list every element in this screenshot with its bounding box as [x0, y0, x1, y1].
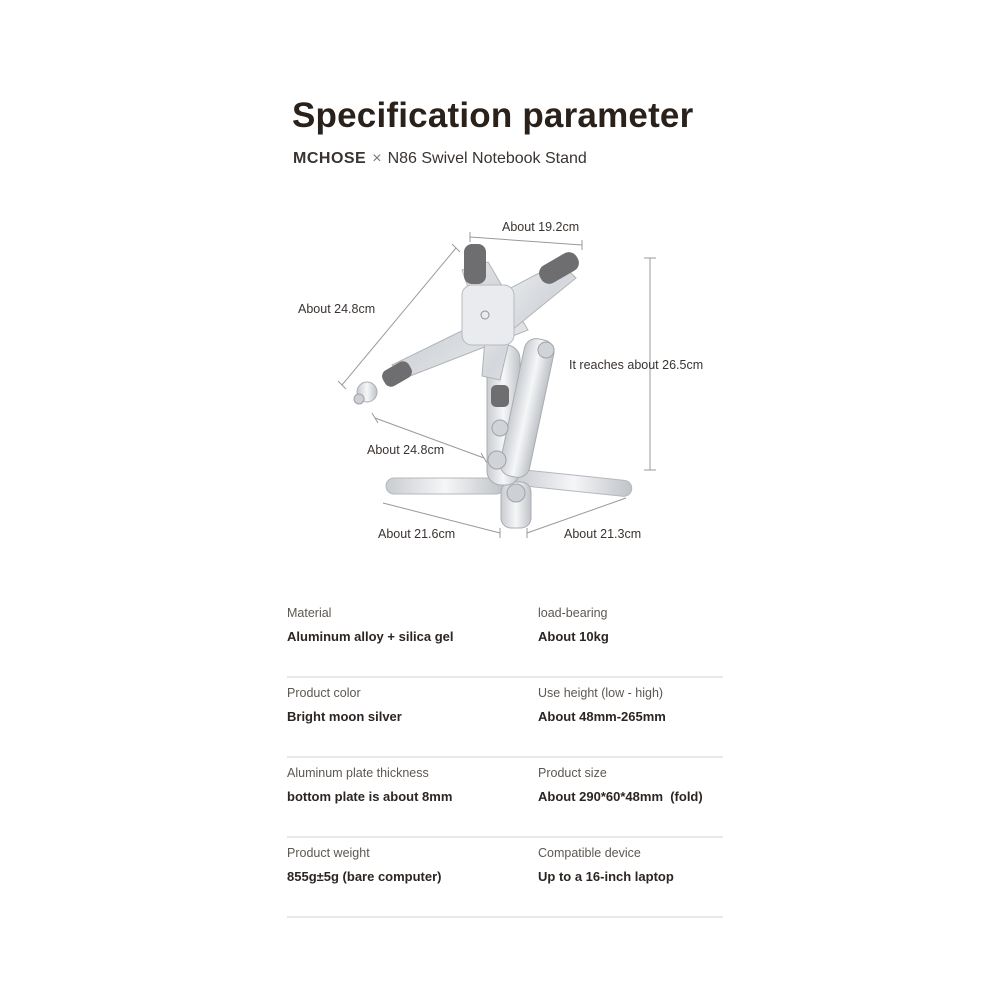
- spec-cell: [287, 598, 538, 676]
- spec-value-material: Aluminum alloy + silica gel: [287, 629, 454, 644]
- spec-row: [287, 598, 723, 678]
- spec-value-plate-thickness: bottom plate is about 8mm: [287, 789, 453, 804]
- dim-line-top: [470, 237, 582, 245]
- spec-cell: [538, 838, 723, 916]
- spec-label-load-bearing: load-bearing: [538, 606, 608, 620]
- spec-cell: [287, 838, 538, 916]
- subtitle-separator: ×: [372, 150, 382, 167]
- spec-cell: [538, 598, 723, 676]
- dim-label-height: It reaches about 26.5cm: [569, 358, 704, 372]
- spec-cell: [287, 678, 538, 756]
- spec-label-use-height: Use height (low - high): [538, 686, 664, 700]
- spec-cell: [538, 758, 723, 836]
- spec-value-compatible-device: Up to a 16-inch laptop: [538, 869, 674, 884]
- spec-label-product-size: Product size: [538, 766, 607, 780]
- dim-label-arm-length: About 24.8cm: [298, 302, 376, 316]
- spec-label-plate-thickness: Aluminum plate thickness: [287, 766, 429, 780]
- product-name: N86 Swivel Notebook Stand: [387, 150, 587, 167]
- dim-label-lower-arm: About 24.8cm: [367, 443, 445, 457]
- spec-row: [287, 758, 723, 838]
- spec-row: [287, 678, 723, 758]
- spec-label-material: Material: [287, 606, 332, 620]
- dim-label-base-right: About 21.3cm: [564, 527, 642, 541]
- spec-value-use-height: About 48mm-265mm: [538, 709, 666, 724]
- brand-name: MCHOSE: [293, 150, 367, 167]
- spec-cell: [287, 758, 538, 836]
- spec-cell: [538, 678, 723, 756]
- page-title: Specification parameter: [292, 96, 694, 135]
- dim-label-base-left: About 21.6cm: [378, 527, 456, 541]
- spec-row: [287, 838, 723, 918]
- spec-value-weight: 855g±5g (bare computer): [287, 869, 442, 884]
- stand-front-hook: [354, 382, 377, 404]
- spec-value-color: Bright moon silver: [287, 709, 402, 724]
- spec-label-compatible-device: Compatible device: [538, 846, 641, 860]
- spec-value-load-bearing: About 10kg: [538, 629, 609, 644]
- spec-value-product-size: About 290*60*48mm (fold): [538, 789, 703, 804]
- spec-table: [287, 598, 723, 918]
- spec-label-weight: Product weight: [287, 846, 370, 860]
- spec-label-color: Product color: [287, 686, 361, 700]
- dim-label-top-width: About 19.2cm: [502, 220, 580, 234]
